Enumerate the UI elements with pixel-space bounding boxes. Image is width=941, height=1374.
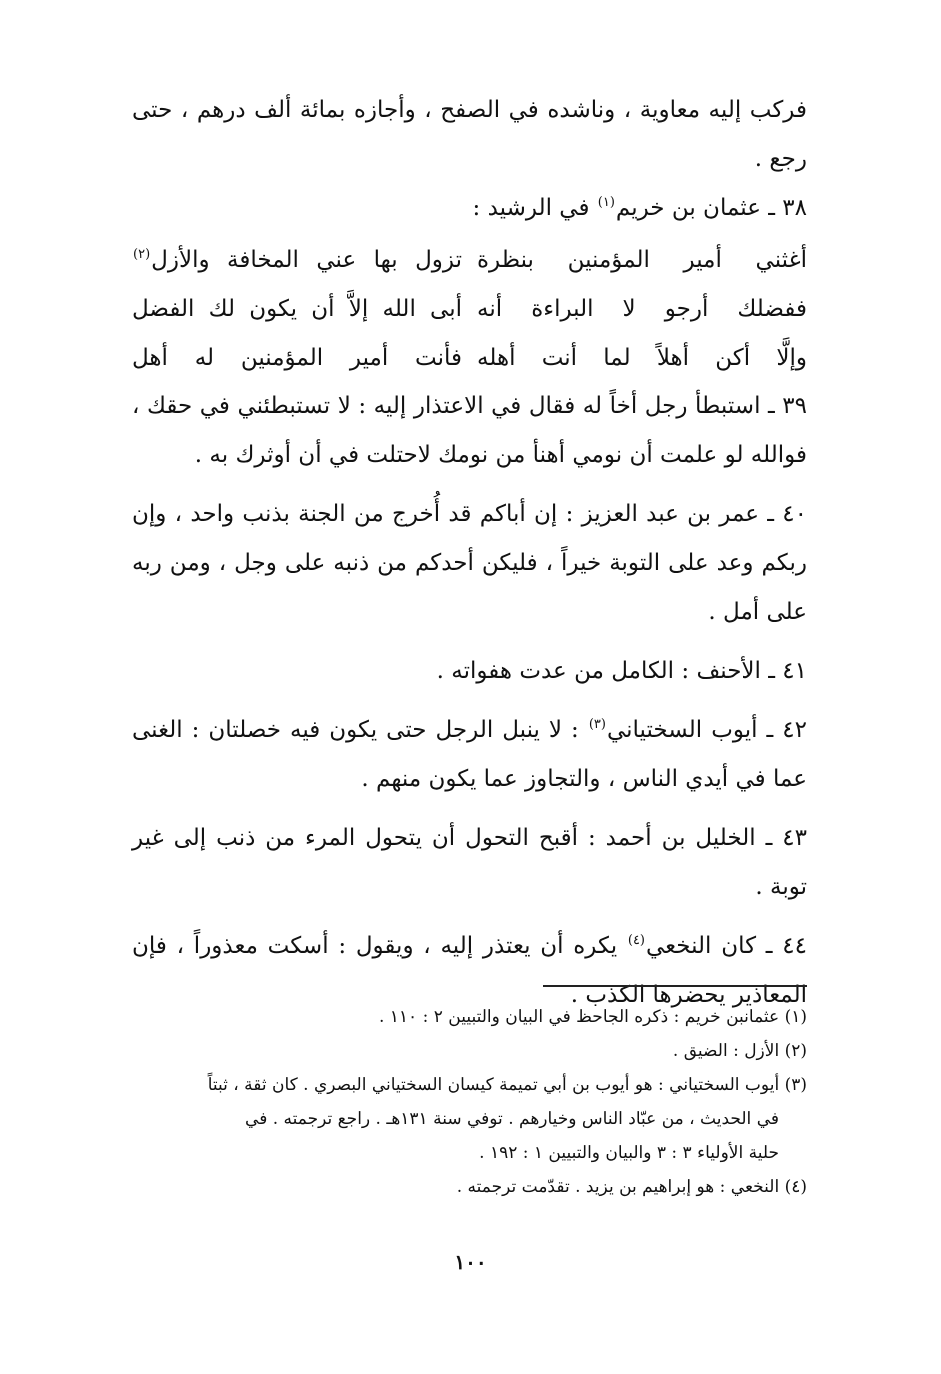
footnote-3-line-1: (٣) أيوب السختياني : هو أيوب بن أبي تميمة كيسان السختياني البصري . كان ثقة ، ثبتاً xyxy=(207,1075,807,1095)
verse-1-second-text: تزول بها عني المخافة والأزل xyxy=(151,247,462,273)
poem-verse-2 xyxy=(132,285,807,334)
footnote-ref-3[interactable]: (٣) xyxy=(588,717,606,733)
main-text-top xyxy=(132,86,807,233)
paragraph-42-text-b: : لا ينبل الرجل حتى يكون فيه خصلتان : الغنى عما في أيدي الناس ، والتجاوز عما يكون منهم . xyxy=(132,717,807,792)
paragraph-40: ٤٠ ـ عمر بن عبد العزيز : إن أباكم قد أُخرج من الجنة بذنب واحد ، وإن ربكم وعد على التوبة خيراً ، فليكن أحدكم من ذنبه على وجل ، ومن ربه على أمل . xyxy=(132,501,807,625)
page-number: ١٠٠ xyxy=(454,1250,487,1274)
footnote-2: (٢) الأزل : الضيق . xyxy=(672,1041,807,1061)
verse-1-second-hemistich xyxy=(132,236,462,285)
verse-3-second-hemistich: فأنت أمير المؤمنين له أهل xyxy=(132,345,462,371)
footnote-ref-1[interactable]: (١) xyxy=(597,195,615,211)
footnote-3-line-2: في الحديث ، من عبّاد الناس وخيارهم . توفي سنة ١٣١هـ . راجع ترجمته . في xyxy=(245,1109,779,1129)
poem-verse-3 xyxy=(132,334,807,383)
footnote-ref-2[interactable]: (٢) xyxy=(133,247,151,263)
verse-3-first-hemistich: وإلَّا أكن أهلاً لما أنت أهله xyxy=(477,345,807,371)
paragraph-42 xyxy=(132,706,807,804)
footnote-4: (٤) النخعي : هو إبراهيم بن يزيد . تقدّمت ترجمته . xyxy=(456,1177,807,1197)
footnotes xyxy=(132,1000,807,1204)
poem xyxy=(132,236,807,383)
verse-2-first-hemistich: ففضلك أرجو لا البراءة أنه xyxy=(477,296,807,322)
paragraph-44-text-b: يكره أن يعتذر إليه ، ويقول : أسكت معذوراً ، فإن المعاذير يحضرها الكذب . xyxy=(132,933,807,1008)
paragraph-41: ٤١ ـ الأحنف : الكامل من عدت هفواته . xyxy=(436,658,807,684)
footnote-separator xyxy=(543,985,807,987)
paragraph-39: ٣٩ ـ استبطأ رجل أخاً له فقال في الاعتذار إليه : لا تستبطئني في حقك ، فوالله لو علمت أن نومي أهنأ من نومك لاحتلت في أن أوثرك به . xyxy=(132,393,807,468)
verse-1-first-hemistich: أغثني أمير المؤمنين بنظرة xyxy=(477,247,807,273)
paragraph-43: ٤٣ ـ الخليل بن أحمد : أقبح التحول أن يتحول المرء من ذنب إلى غير توبة . xyxy=(132,825,807,900)
paragraph-42-text-a: ٤٢ ـ أيوب السختياني xyxy=(606,717,807,743)
paragraph-44-text-a: ٤٤ ـ كان النخعي xyxy=(646,933,807,959)
footnote-3-line-3: حلية الأولياء ٣ : ٣ والبيان والتبيين ١ : ١٩٢ . xyxy=(479,1143,779,1163)
footnote-1: (١) عثمانبن خريم : ذكره الجاحظ في البيان والتبيين ٢ : ١١٠ . xyxy=(378,1007,807,1027)
poem-verse-1 xyxy=(132,236,807,285)
paragraph-37-end: فركب إليه معاوية ، وناشده في الصفح ، وأجازه بمائة ألف درهم ، حتى رجع . xyxy=(132,97,807,172)
main-text-bottom xyxy=(132,382,807,1020)
paragraph-38-text-a: ٣٨ ـ عثمان بن خريم xyxy=(615,195,807,221)
paragraph-38-intro xyxy=(132,184,807,233)
paragraph-38-text-b: في الرشيد : xyxy=(472,195,597,221)
verse-2-second-hemistich: أبى الله إلاَّ أن يكون لك الفضل xyxy=(132,296,462,322)
footnote-ref-4[interactable]: (٤) xyxy=(627,933,645,949)
